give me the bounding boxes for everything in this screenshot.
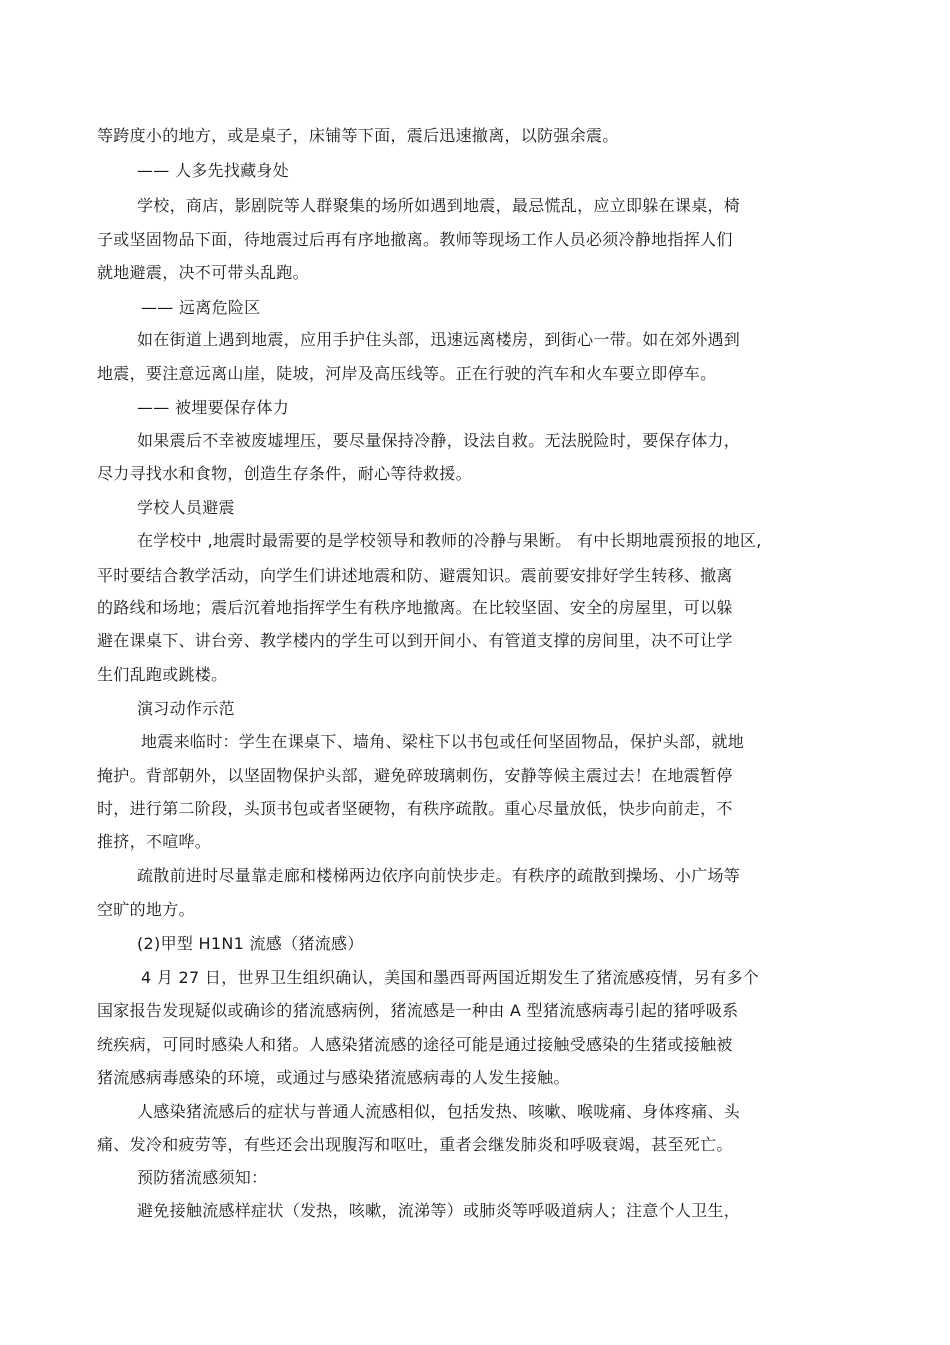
text-line: 推挤，不喧哗。	[97, 832, 212, 851]
text-line: 平时要结合教学活动，向学生们讲述地震和防、避震知识。震前要安排好学生转移、撤离	[97, 566, 733, 585]
section-heading: 预防猪流感须知：	[137, 1168, 268, 1187]
text-line: 学校，商店，影剧院等人群聚集的场所如遇到地震，最忌慌乱，应立即躲在课桌，椅	[137, 196, 741, 215]
text-line: 空旷的地方。	[97, 900, 195, 919]
text-line: 的路线和场地；震后沉着地指挥学生有秩序地撤离。在比较坚固、安全的房屋里，可以躲	[97, 598, 733, 617]
section-heading: —— 远离危险区	[141, 298, 261, 317]
text-line: 地震来临时：学生在课桌下、墙角、梁柱下以书包或任何坚固物品，保护头部，就地	[141, 732, 745, 751]
text-line: 在学校中 ,地震时最需要的是学校领导和教师的冷静与果断。 有中长期地震预报的地区,	[137, 531, 762, 550]
section-heading: (2)甲型 H1N1 流感（猪流感）	[137, 934, 364, 953]
text-line: 避免接触流感样症状（发热，咳嗽，流涕等）或肺炎等呼吸道病人；注意个人卫生，	[137, 1201, 741, 1220]
text-line: 尽力寻找水和食物，创造生存条件，耐心等待救援。	[97, 464, 472, 483]
section-heading: —— 被埋要保存体力	[137, 398, 290, 417]
text-line: 时，进行第二阶段，头顶书包或者坚硬物，有秩序疏散。重心尽量放低，快步向前走，不	[97, 799, 733, 818]
text-line: 痛、发冷和疲劳等，有些还会出现腹泻和呕吐，重者会继发肺炎和呼吸衰竭，甚至死亡。	[97, 1135, 733, 1154]
text-line: 人感染猪流感后的症状与普通人流感相似，包括发热、咳嗽、喉咙痛、身体疼痛、头	[137, 1102, 741, 1121]
text-line: 掩护。背部朝外，以坚固物保护头部，避免碎玻璃刺伤，安静等候主震过去！在地震暂停	[97, 766, 733, 785]
text-line: 如果震后不幸被废墟埋压，要尽量保持冷静，设法自救。无法脱险时，要保存体力，	[137, 431, 741, 450]
section-heading: —— 人多先找藏身处	[137, 161, 290, 180]
text-line: 疏散前进时尽量靠走廊和楼梯两边依序向前快步走。有秩序的疏散到操场、小广场等	[137, 866, 741, 885]
text-line: 地震，要注意远离山崖，陡坡，河岸及高压线等。正在行驶的汽车和火车要立即停车。	[97, 364, 717, 383]
section-heading: 学校人员避震	[137, 498, 235, 517]
text-line: 等跨度小的地方，或是桌子，床铺等下面，震后迅速撤离，以防强余震。	[97, 126, 619, 145]
text-line: 子或坚固物品下面，待地震过后再有序地撤离。教师等现场工作人员必须冷静地指挥人们	[97, 230, 733, 249]
text-line: 如在街道上遇到地震，应用手护住头部，迅速远离楼房，到街心一带。如在郊外遇到	[137, 330, 741, 349]
text-line: 避在课桌下、讲台旁、教学楼内的学生可以到开间小、有管道支撑的房间里，决不可让学	[97, 631, 733, 650]
text-line: 国家报告发现疑似或确诊的猪流感病例，猪流感是一种由 A 型猪流感病毒引起的猪呼吸系	[97, 1001, 739, 1020]
text-line: 统疾病，可同时感染人和猪。人感染猪流感的途径可能是通过接触受感染的生猪或接触被	[97, 1035, 733, 1054]
section-heading: 演习动作示范	[137, 699, 235, 718]
text-line: 4 月 27 日，世界卫生组织确认，美国和墨西哥两国近期发生了猪流感疫情，另有多个	[141, 968, 760, 987]
text-line: 猪流感病毒感染的环境，或通过与感染猪流感病毒的人发生接触。	[97, 1068, 570, 1087]
text-line: 就地避震，决不可带头乱跑。	[97, 263, 309, 282]
text-line: 生们乱跑或跳楼。	[97, 665, 228, 684]
